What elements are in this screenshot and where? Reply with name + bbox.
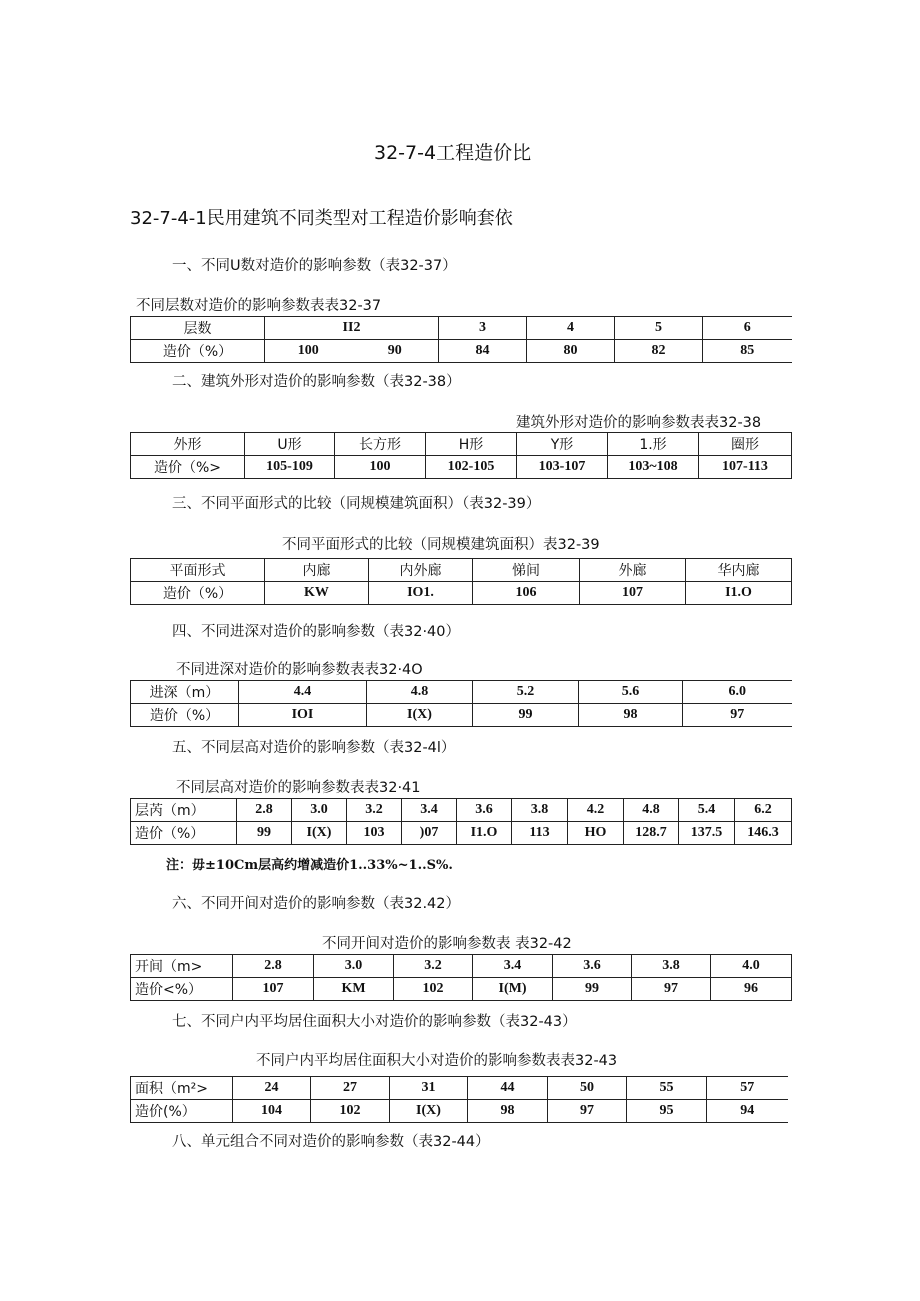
section-heading-3: 三、不同平面形式的比较（同规模建筑面积）（表32-39） <box>172 496 541 512</box>
table-cell: 100 <box>335 456 426 479</box>
table-caption-32-40: 不同进深对造价的影响参数表表32·4O <box>176 662 423 678</box>
table-cell: 96 <box>711 978 792 1001</box>
table-cell: 3.0 <box>314 955 394 978</box>
table-32-37 <box>130 316 792 363</box>
table-cell: 3.2 <box>394 955 473 978</box>
table-cell: 102 <box>311 1100 390 1123</box>
table-cell: 102 <box>394 978 473 1001</box>
table-row <box>131 1077 788 1100</box>
table-32-42 <box>130 954 792 1001</box>
table-cell: 3.6 <box>553 955 632 978</box>
section-heading-5: 五、不同层高对造价的影响参数（表32-4l） <box>172 740 456 756</box>
section-heading-8: 八、单元组合不同对造价的影响参数（表32-44） <box>172 1134 490 1150</box>
table-row <box>131 704 792 727</box>
table-cell: 44 <box>468 1077 548 1100</box>
table-cell: 长方形 <box>335 433 426 456</box>
table-32-41 <box>130 798 792 845</box>
table-cell: 4 <box>527 317 615 340</box>
table-cell: 80 <box>527 340 615 363</box>
table-cell: 107-113 <box>699 456 792 479</box>
table-cell: 5.2 <box>473 681 579 704</box>
table-cell: 97 <box>632 978 711 1001</box>
table-cell: 3.8 <box>512 799 568 822</box>
table-cell: 82 <box>615 340 703 363</box>
table-caption-32-43: 不同户内平均居住面积大小对造价的影响参数表表32-43 <box>256 1053 618 1069</box>
table-cell: 5 <box>615 317 703 340</box>
row-label: 造价（%） <box>131 704 239 727</box>
table-row <box>131 799 792 822</box>
table-cell: 90 <box>352 340 439 363</box>
table-cell: 105-109 <box>245 456 335 479</box>
table-cell: H形 <box>426 433 517 456</box>
table-cell: 3.8 <box>632 955 711 978</box>
table-32-40 <box>130 680 792 727</box>
table-cell: 57 <box>707 1077 788 1100</box>
table-cell: 6 <box>703 317 792 340</box>
table-cell: 3.0 <box>292 799 347 822</box>
table-cell: 103~108 <box>608 456 699 479</box>
row-label: 造价<%） <box>131 978 233 1001</box>
table-cell: )07 <box>402 822 457 845</box>
row-label: 层芮（m） <box>131 799 237 822</box>
table-cell: 107 <box>233 978 314 1001</box>
table-cell: 2.8 <box>233 955 314 978</box>
table-cell: IOI <box>239 704 367 727</box>
page-title: 32-7-4工程造价比 <box>374 142 532 164</box>
table-row <box>131 978 792 1001</box>
table-cell: 4.8 <box>624 799 679 822</box>
table-caption-32-39: 不同平面形式的比较（同规模建筑面积）表32-39 <box>282 537 600 553</box>
table-cell: I(X) <box>367 704 473 727</box>
table-cell: 97 <box>548 1100 627 1123</box>
section-heading-2: 二、建筑外形对造价的影响参数（表32-38） <box>172 374 461 390</box>
table-cell: 华内廊 <box>686 559 792 582</box>
table-cell: 悌间 <box>473 559 580 582</box>
row-label: 外形 <box>131 433 245 456</box>
table-row <box>131 1100 788 1123</box>
table-caption-32-42: 不同开间对造价的影响参数表 表32-42 <box>322 936 572 952</box>
table-row <box>131 822 792 845</box>
table-cell: Y形 <box>517 433 608 456</box>
table-note: 注：毋±10Cm层高约增减造价1..33%~1..S%. <box>166 858 453 873</box>
table-cell: 4.4 <box>239 681 367 704</box>
table-cell: 99 <box>553 978 632 1001</box>
table-cell: 50 <box>548 1077 627 1100</box>
row-label: 平面形式 <box>131 559 265 582</box>
table-row <box>131 456 792 479</box>
table-cell: 98 <box>579 704 683 727</box>
table-cell: 圈形 <box>699 433 792 456</box>
table-cell: 1.形 <box>608 433 699 456</box>
table-cell: 103 <box>347 822 402 845</box>
table-cell: 2.8 <box>237 799 292 822</box>
table-caption-32-41: 不同层高对造价的影响参数表表32·41 <box>176 780 421 796</box>
table-cell: I(M) <box>473 978 553 1001</box>
table-cell: 3.4 <box>402 799 457 822</box>
table-row <box>131 340 792 363</box>
table-cell: 100 <box>265 340 352 363</box>
table-cell: 外廊 <box>580 559 686 582</box>
section-heading-6: 六、不同开间对造价的影响参数（表32.42） <box>172 896 461 912</box>
table-cell: I(X) <box>292 822 347 845</box>
table-cell: 3 <box>439 317 527 340</box>
table-cell: 4.8 <box>367 681 473 704</box>
table-cell: HO <box>568 822 624 845</box>
table-cell: 24 <box>233 1077 311 1100</box>
table-cell: KW <box>265 582 369 605</box>
table-cell: 内外廊 <box>369 559 473 582</box>
table-cell: 128.7 <box>624 822 679 845</box>
table-row <box>131 559 792 582</box>
table-cell: 55 <box>627 1077 707 1100</box>
table-caption-32-38: 建筑外形对造价的影响参数表表32-38 <box>516 415 762 431</box>
table-cell: 137.5 <box>679 822 735 845</box>
table-cell: 5.6 <box>579 681 683 704</box>
table-cell: 104 <box>233 1100 311 1123</box>
table-cell: IO1. <box>369 582 473 605</box>
section-heading-7: 七、不同户内平均居住面积大小对造价的影响参数（表32-43） <box>172 1014 577 1030</box>
section-subtitle: 32-7-4-1民用建筑不同类型对工程造价影响套依 <box>130 208 513 229</box>
row-label: 造价（%） <box>131 582 265 605</box>
table-cell: I(X) <box>390 1100 468 1123</box>
table-32-38 <box>130 432 792 479</box>
row-label: 开间（m> <box>131 955 233 978</box>
table-cell: 5.4 <box>679 799 735 822</box>
table-cell: II2 <box>265 317 439 340</box>
table-row <box>131 582 792 605</box>
table-row <box>131 681 792 704</box>
table-cell: 146.3 <box>735 822 792 845</box>
table-row <box>131 955 792 978</box>
row-label: 造价（%） <box>131 340 265 363</box>
row-label: 面积（m²> <box>131 1077 233 1100</box>
table-cell: 103-107 <box>517 456 608 479</box>
table-cell: 98 <box>468 1100 548 1123</box>
table-cell: 102-105 <box>426 456 517 479</box>
table-cell: 113 <box>512 822 568 845</box>
table-cell: 6.2 <box>735 799 792 822</box>
table-row <box>131 433 792 456</box>
table-cell: KM <box>314 978 394 1001</box>
table-cell: 106 <box>473 582 580 605</box>
table-cell: 3.4 <box>473 955 553 978</box>
table-cell: 99 <box>237 822 292 845</box>
section-heading-1: 一、不同U数对造价的影响参数（表32-37） <box>172 258 457 274</box>
row-label: 层数 <box>131 317 265 340</box>
table-cell: 94 <box>707 1100 788 1123</box>
table-cell: 4.2 <box>568 799 624 822</box>
table-cell: 3.2 <box>347 799 402 822</box>
table-cell: 3.6 <box>457 799 512 822</box>
table-cell: 内廊 <box>265 559 369 582</box>
table-cell: 27 <box>311 1077 390 1100</box>
table-cell: 84 <box>439 340 527 363</box>
table-cell: 31 <box>390 1077 468 1100</box>
table-32-39 <box>130 558 792 605</box>
table-cell: 97 <box>683 704 792 727</box>
table-cell: 107 <box>580 582 686 605</box>
table-cell: U形 <box>245 433 335 456</box>
table-cell: 95 <box>627 1100 707 1123</box>
table-cell: I1.O <box>457 822 512 845</box>
row-label: 造价（%） <box>131 822 237 845</box>
row-label: 造价（%> <box>131 456 245 479</box>
table-row <box>131 317 792 340</box>
table-cell: 4.0 <box>711 955 792 978</box>
row-label: 造价(%） <box>131 1100 233 1123</box>
section-heading-4: 四、不同进深对造价的影响参数（表32·40） <box>172 624 461 640</box>
table-cell: 99 <box>473 704 579 727</box>
row-label: 进深（m） <box>131 681 239 704</box>
table-cell: 6.0 <box>683 681 792 704</box>
table-caption-32-37: 不同层数对造价的影响参数表表32-37 <box>136 298 382 314</box>
table-cell: 85 <box>703 340 792 363</box>
table-32-43 <box>130 1076 788 1123</box>
table-cell: I1.O <box>686 582 792 605</box>
